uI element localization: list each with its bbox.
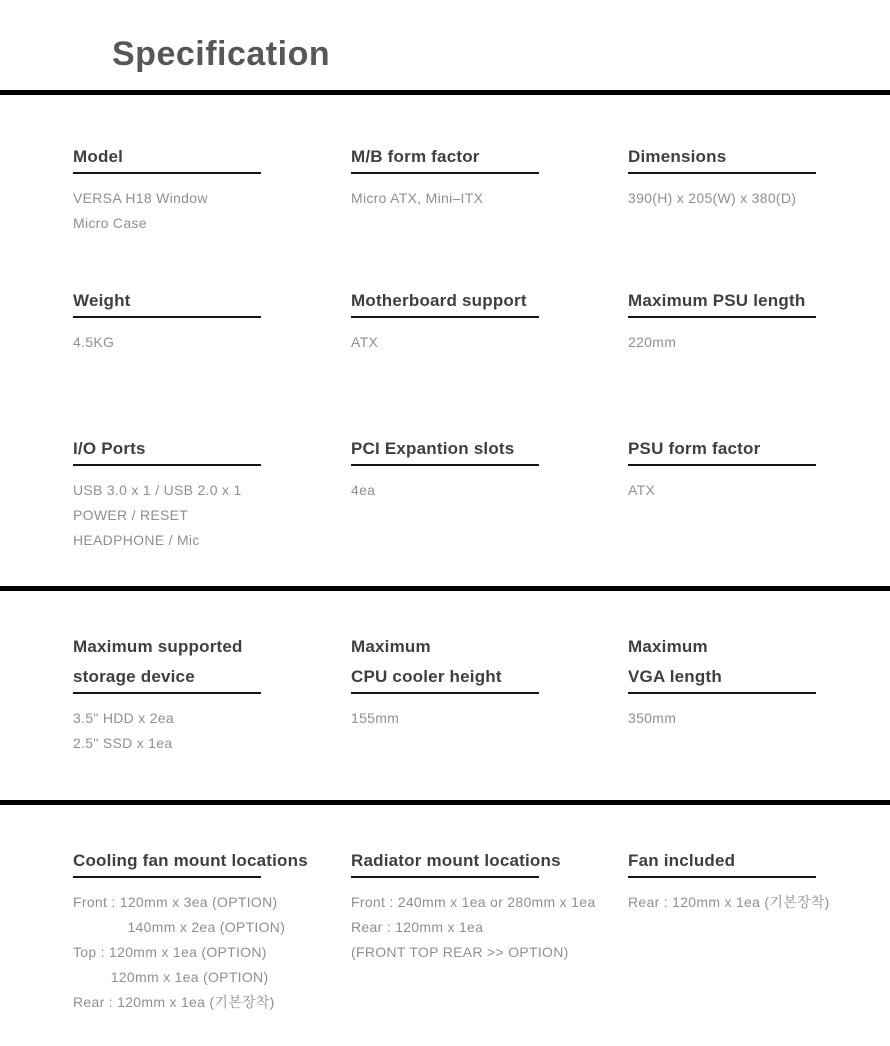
spec-value-line: 220mm bbox=[628, 334, 677, 350]
spec-mb-form-factor bbox=[351, 142, 628, 211]
spec-mb-form-factor-values bbox=[351, 186, 628, 211]
spec-pci-expansion-slots-label: PCI Expantion slots bbox=[351, 439, 515, 458]
spec-radiator-mounts-label: Radiator mount locations bbox=[351, 851, 561, 870]
spec-radiator-mounts bbox=[351, 846, 628, 965]
spec-cooling-fan-mounts bbox=[73, 846, 351, 1015]
spec-weight-label: Weight bbox=[73, 291, 131, 310]
spec-pci-expansion-slots bbox=[351, 434, 628, 503]
spec-value-line: Front : 240mm x 1ea or 280mm x 1ea bbox=[351, 894, 596, 910]
page-header bbox=[0, 0, 890, 95]
spec-value-line: Rear : 120mm x 1ea (기본장착) bbox=[73, 994, 275, 1010]
label-underline bbox=[351, 876, 539, 878]
spec-value-line: ATX bbox=[628, 482, 656, 498]
spec-dimensions-values bbox=[628, 186, 890, 211]
label-underline bbox=[628, 692, 816, 694]
spec-cooling-fan-mounts-label: Cooling fan mount locations bbox=[73, 851, 308, 870]
spec-max-storage-values bbox=[73, 706, 351, 756]
spec-value-line: 2.5" SSD x 1ea bbox=[73, 735, 173, 751]
label-underline bbox=[73, 876, 261, 878]
spec-value-line: (FRONT TOP REAR >> OPTION) bbox=[351, 944, 569, 960]
spec-io-ports bbox=[73, 434, 351, 553]
spec-value-line: USB 3.0 x 1 / USB 2.0 x 1 bbox=[73, 482, 242, 498]
spec-value-line: POWER / RESET bbox=[73, 507, 189, 523]
spec-max-vga-label: Maximum bbox=[628, 637, 708, 656]
spec-value-line: Rear : 120mm x 1ea (기본장착) bbox=[628, 894, 830, 910]
spec-value-line: 155mm bbox=[351, 710, 400, 726]
label-underline bbox=[628, 172, 816, 174]
label-underline bbox=[628, 316, 816, 318]
spec-value-line: 3.5" HDD x 2ea bbox=[73, 710, 174, 726]
spec-value-line: 120mm x 1ea (OPTION) bbox=[73, 969, 269, 985]
spec-model-label: Model bbox=[73, 147, 124, 166]
spec-max-psu-length-label: Maximum PSU length bbox=[628, 291, 806, 310]
spec-max-cpu-cooler-label-line2: CPU cooler height bbox=[351, 667, 502, 686]
spec-weight bbox=[73, 286, 351, 355]
spec-motherboard-support-label: Motherboard support bbox=[351, 291, 527, 310]
label-underline bbox=[351, 692, 539, 694]
label-underline bbox=[73, 692, 261, 694]
spec-section-2 bbox=[0, 591, 890, 800]
spec-value-line: VERSA H18 Window bbox=[73, 190, 208, 206]
spec-max-vga bbox=[628, 632, 890, 731]
label-underline bbox=[73, 464, 261, 466]
spec-max-cpu-cooler-values bbox=[351, 706, 628, 731]
spec-model-values bbox=[73, 186, 351, 236]
spec-value-line: Rear : 120mm x 1ea bbox=[351, 919, 484, 935]
spec-value-line: 140mm x 2ea (OPTION) bbox=[73, 919, 286, 935]
spec-max-storage-label: Maximum supported bbox=[73, 637, 243, 656]
spec-weight-values bbox=[73, 330, 351, 355]
spec-value-line: ATX bbox=[351, 334, 379, 350]
spec-value-line: 350mm bbox=[628, 710, 677, 726]
spec-max-vga-label-line2: VGA length bbox=[628, 667, 722, 686]
spec-max-psu-length-values bbox=[628, 330, 890, 355]
label-underline bbox=[628, 876, 816, 878]
spec-max-cpu-cooler-label: Maximum bbox=[351, 637, 431, 656]
spec-dimensions bbox=[628, 142, 890, 211]
label-underline bbox=[351, 316, 539, 318]
spec-fan-included-values bbox=[628, 890, 890, 915]
spec-max-vga-values bbox=[628, 706, 890, 731]
spec-max-psu-length bbox=[628, 286, 890, 355]
label-underline bbox=[351, 172, 539, 174]
spec-value-line: Top : 120mm x 1ea (OPTION) bbox=[73, 944, 267, 960]
label-underline bbox=[73, 172, 261, 174]
spec-max-storage bbox=[73, 632, 351, 756]
spec-section-1 bbox=[0, 95, 890, 586]
spec-psu-form-factor-label: PSU form factor bbox=[628, 439, 761, 458]
label-underline bbox=[628, 464, 816, 466]
spec-value-line: Front : 120mm x 3ea (OPTION) bbox=[73, 894, 278, 910]
spec-dimensions-label: Dimensions bbox=[628, 147, 727, 166]
label-underline bbox=[351, 464, 539, 466]
spec-radiator-mounts-values bbox=[351, 890, 628, 965]
spec-section-3 bbox=[0, 805, 890, 1045]
spec-psu-form-factor-values bbox=[628, 478, 890, 503]
spec-max-cpu-cooler bbox=[351, 632, 628, 731]
spec-value-line: Micro ATX, Mini–ITX bbox=[351, 190, 484, 206]
spec-motherboard-support bbox=[351, 286, 628, 355]
spec-value-line: 4.5KG bbox=[73, 334, 115, 350]
spec-motherboard-support-values bbox=[351, 330, 628, 355]
spec-value-line: 4ea bbox=[351, 482, 376, 498]
spec-io-ports-values bbox=[73, 478, 351, 553]
spec-fan-included-label: Fan included bbox=[628, 851, 736, 870]
spec-cooling-fan-mounts-values bbox=[73, 890, 351, 1015]
label-underline bbox=[73, 316, 261, 318]
spec-io-ports-label: I/O Ports bbox=[73, 439, 146, 458]
spec-pci-expansion-slots-values bbox=[351, 478, 628, 503]
spec-max-storage-label-line2: storage device bbox=[73, 667, 195, 686]
page-title: Specification bbox=[112, 35, 331, 73]
spec-model bbox=[73, 142, 351, 236]
spec-value-line: HEADPHONE / Mic bbox=[73, 532, 200, 548]
spec-value-line: Micro Case bbox=[73, 215, 147, 231]
spec-value-line: 390(H) x 205(W) x 380(D) bbox=[628, 190, 797, 206]
spec-fan-included bbox=[628, 846, 890, 915]
spec-mb-form-factor-label: M/B form factor bbox=[351, 147, 480, 166]
spec-psu-form-factor bbox=[628, 434, 890, 503]
